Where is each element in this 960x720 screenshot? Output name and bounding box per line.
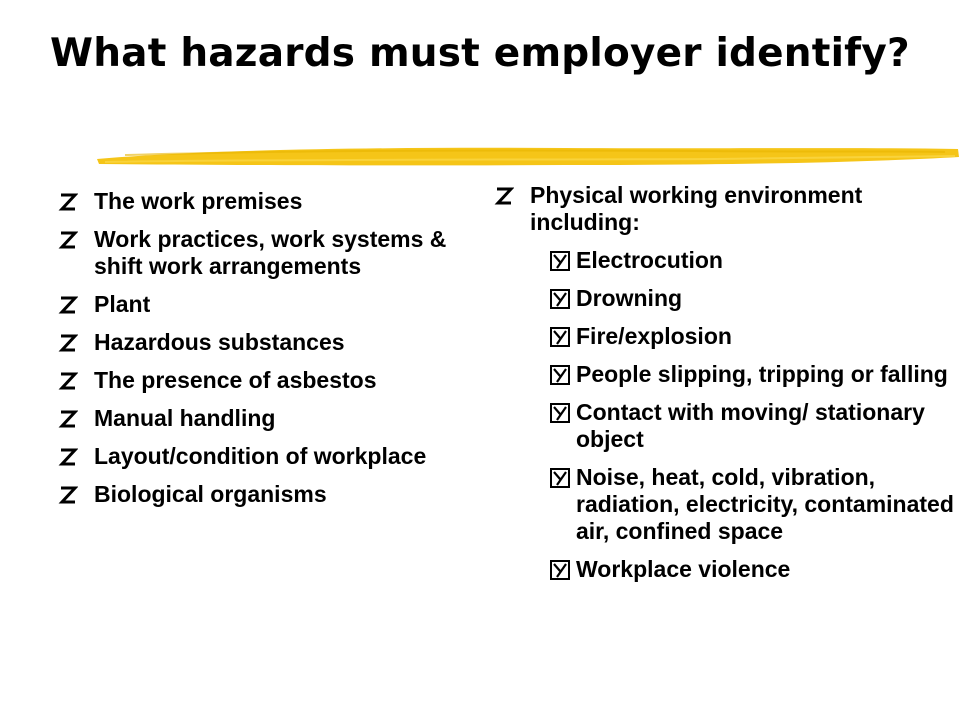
left-bullet-list [58, 188, 448, 519]
list-item: Layout/condition of workplace [58, 443, 448, 470]
list-item: The work premises [58, 188, 448, 215]
z-bullet-icon [58, 485, 78, 505]
sub-list-item: People slipping, tripping or falling [494, 361, 954, 388]
list-item: Manual handling [58, 405, 448, 432]
sub-list-item: Contact with moving/ stationary object [494, 399, 954, 453]
list-item: Hazardous substances [58, 329, 448, 356]
z-bullet-icon [58, 333, 78, 353]
list-item: The presence of asbestos [58, 367, 448, 394]
y-bullet-icon [550, 251, 570, 271]
y-bullet-icon [550, 289, 570, 309]
sub-list-item: Workplace violence [494, 556, 954, 583]
y-bullet-icon [550, 403, 570, 423]
z-bullet-icon [58, 409, 78, 429]
right-bullet-list [494, 182, 954, 594]
z-bullet-icon [58, 371, 78, 391]
yellow-brush-stroke [95, 135, 960, 177]
sub-list-item: Noise, heat, cold, vibration, radiation, electricity, contaminated air, confined space [494, 464, 954, 545]
z-bullet-icon [58, 192, 78, 212]
y-bullet-icon [550, 365, 570, 385]
z-bullet-icon [58, 230, 78, 250]
y-bullet-icon [550, 560, 570, 580]
list-item: Plant [58, 291, 448, 318]
z-bullet-icon [494, 186, 514, 206]
list-heading: Physical working environment including: [494, 182, 954, 236]
sub-list-item: Electrocution [494, 247, 954, 274]
sub-list-item: Drowning [494, 285, 954, 312]
slide-title: What hazards must employer identify? [50, 31, 910, 76]
list-item: Work practices, work systems & shift work arrangements [58, 226, 448, 280]
sub-list-item: Fire/explosion [494, 323, 954, 350]
list-item: Biological organisms [58, 481, 448, 508]
z-bullet-icon [58, 447, 78, 467]
z-bullet-icon [58, 295, 78, 315]
y-bullet-icon [550, 468, 570, 488]
y-bullet-icon [550, 327, 570, 347]
